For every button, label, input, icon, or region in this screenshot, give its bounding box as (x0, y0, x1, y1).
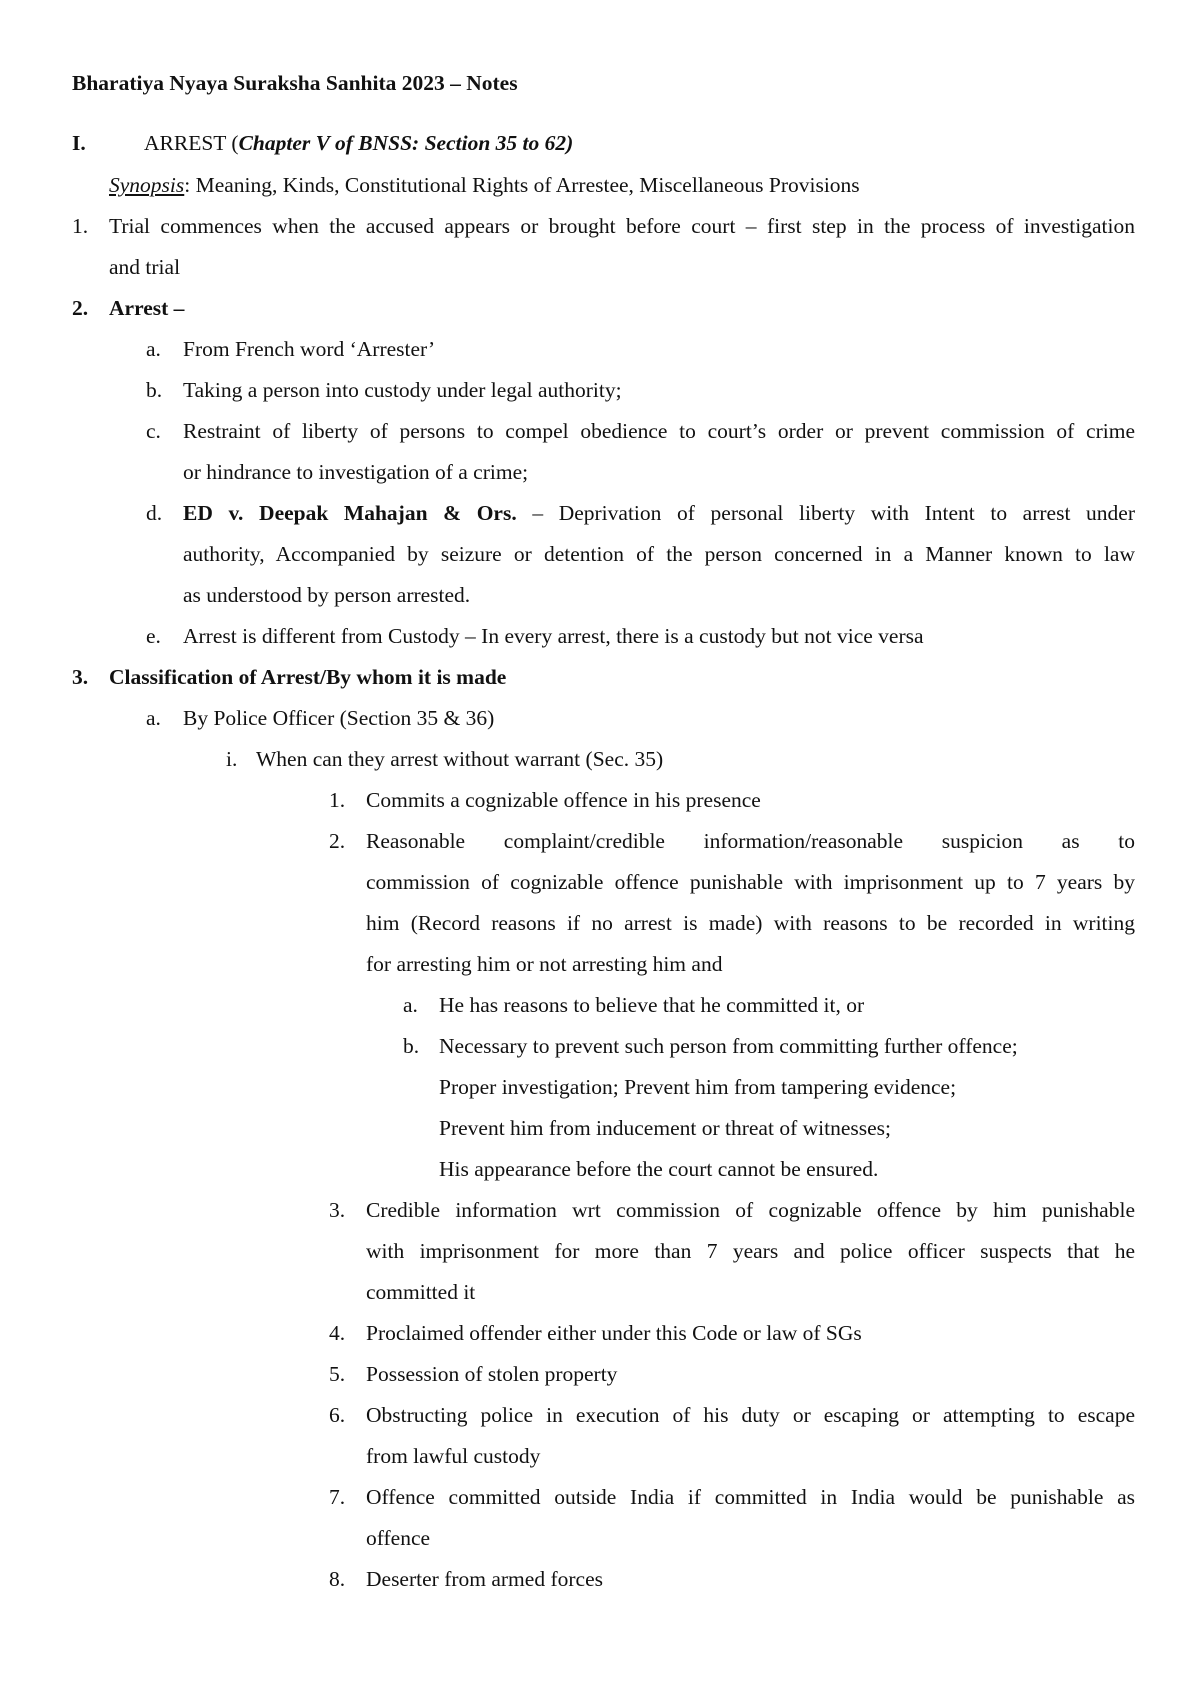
arrest-item-b-marker: b. (146, 378, 163, 402)
synopsis-label: Synopsis (109, 173, 185, 197)
section-heading-paren: ( (226, 131, 239, 155)
ground-6-line-1: Obstructing police in execution of his duty or escaping or attempting to escape (366, 1403, 1135, 1427)
arrest-item-d-first-rest: – Deprivation of personal liberty with Intent to arrest under (516, 501, 1135, 525)
section-chapter-ref: Chapter V of BNSS: Section 35 to 62) (238, 131, 574, 155)
synopsis-text: : Meaning, Kinds, Constitutional Rights of Arrestee, Miscellaneous Provisions (184, 173, 860, 197)
ground-1-line-1: Commits a cognizable offence in his presence (366, 788, 761, 812)
ground-3-line-3: committed it (366, 1280, 476, 1304)
point-1-line-2: and trial (109, 255, 181, 279)
ground-7-line-2: offence (366, 1526, 431, 1550)
ground-3-line-2: with imprisonment for more than 7 years and police officer suspects that he (366, 1239, 1135, 1263)
ground-8-line-1: Deserter from armed forces (366, 1567, 603, 1591)
ground-2-sub-b-line-4: His appearance before the court cannot be ensured. (439, 1157, 879, 1181)
ground-4-number: 4. (329, 1321, 346, 1345)
arrest-item-e-line-1: Arrest is different from Custody – In every arrest, there is a custody but not vice versa (183, 624, 924, 648)
ground-5-line-1: Possession of stolen property (366, 1362, 618, 1386)
arrest-item-d-line-3: as understood by person arrested. (183, 583, 471, 607)
ground-1-number: 1. (329, 788, 346, 812)
ground-2-line-2: commission of cognizable offence punishable with imprisonment up to 7 years by (366, 870, 1135, 894)
ground-8-number: 8. (329, 1567, 346, 1591)
point-1-line-1: Trial commences when the accused appears or brought before court – first step in the process of investigation (109, 214, 1135, 238)
arrest-item-c-marker: c. (146, 419, 161, 443)
case-name: ED v. Deepak Mahajan & Ors. (183, 501, 517, 525)
point-3-number: 3. (72, 665, 89, 689)
ground-6-line-2: from lawful custody (366, 1444, 541, 1468)
classification-a-text: By Police Officer (Section 35 & 36) (183, 706, 495, 730)
point-3-label: Classification of Arrest/By whom it is made (109, 665, 507, 689)
arrest-item-a-marker: a. (146, 337, 161, 361)
arrest-item-d-marker: d. (146, 501, 163, 525)
arrest-item-c-line-1: Restraint of liberty of persons to compel obedience to court’s order or prevent commission of crime (183, 419, 1135, 443)
point-2-number: 2. (72, 296, 89, 320)
ground-2-line-1: Reasonable complaint/credible information/reasonable suspicion as to (366, 829, 1135, 853)
synopsis-line (109, 171, 860, 199)
ground-4-line-1: Proclaimed offender either under this Code or law of SGs (366, 1321, 862, 1345)
classification-i-marker: i. (226, 747, 238, 771)
ground-3-number: 3. (329, 1198, 346, 1222)
ground-2-number: 2. (329, 829, 346, 853)
arrest-item-d-line-2: authority, Accompanied by seizure or detention of the person concerned in a Manner known to law (183, 542, 1135, 566)
ground-2-line-4: for arresting him or not arresting him and (366, 952, 723, 976)
section-numeral: I. (72, 131, 86, 155)
ground-2-sub-b-marker: b. (403, 1034, 420, 1058)
ground-2-sub-b-line-1: Necessary to prevent such person from committing further offence; (439, 1034, 1018, 1058)
document-title: Bharatiya Nyaya Suraksha Sanhita 2023 – Notes (72, 71, 518, 95)
ground-2-sub-a-line-1: He has reasons to believe that he committed it, or (439, 993, 865, 1017)
classification-a-marker: a. (146, 706, 161, 730)
ground-2-sub-b-line-2: Proper investigation; Prevent him from tampering evidence; (439, 1075, 957, 1099)
point-1-number: 1. (72, 214, 89, 238)
arrest-item-a-line-1: From French word ‘Arrester’ (183, 337, 436, 361)
arrest-item-b-line-1: Taking a person into custody under legal authority; (183, 378, 622, 402)
ground-2-line-3: him (Record reasons if no arrest is made) with reasons to be recorded in writing (366, 911, 1135, 935)
section-heading (144, 129, 573, 157)
ground-7-number: 7. (329, 1485, 346, 1509)
section-heading-label: ARREST (144, 131, 227, 155)
arrest-item-d-line-1 (183, 499, 1135, 527)
ground-3-line-1: Credible information wrt commission of cognizable offence by him punishable (366, 1198, 1135, 1222)
ground-5-number: 5. (329, 1362, 346, 1386)
arrest-item-e-marker: e. (146, 624, 161, 648)
ground-2-sub-a-marker: a. (403, 993, 418, 1017)
ground-6-number: 6. (329, 1403, 346, 1427)
ground-2-sub-b-line-3: Prevent him from inducement or threat of witnesses; (439, 1116, 891, 1140)
arrest-item-c-line-2: or hindrance to investigation of a crime; (183, 460, 529, 484)
ground-7-line-1: Offence committed outside India if committed in India would be punishable as (366, 1485, 1135, 1509)
classification-i-text: When can they arrest without warrant (Sec. 35) (256, 747, 664, 771)
point-2-label: Arrest – (109, 296, 185, 320)
